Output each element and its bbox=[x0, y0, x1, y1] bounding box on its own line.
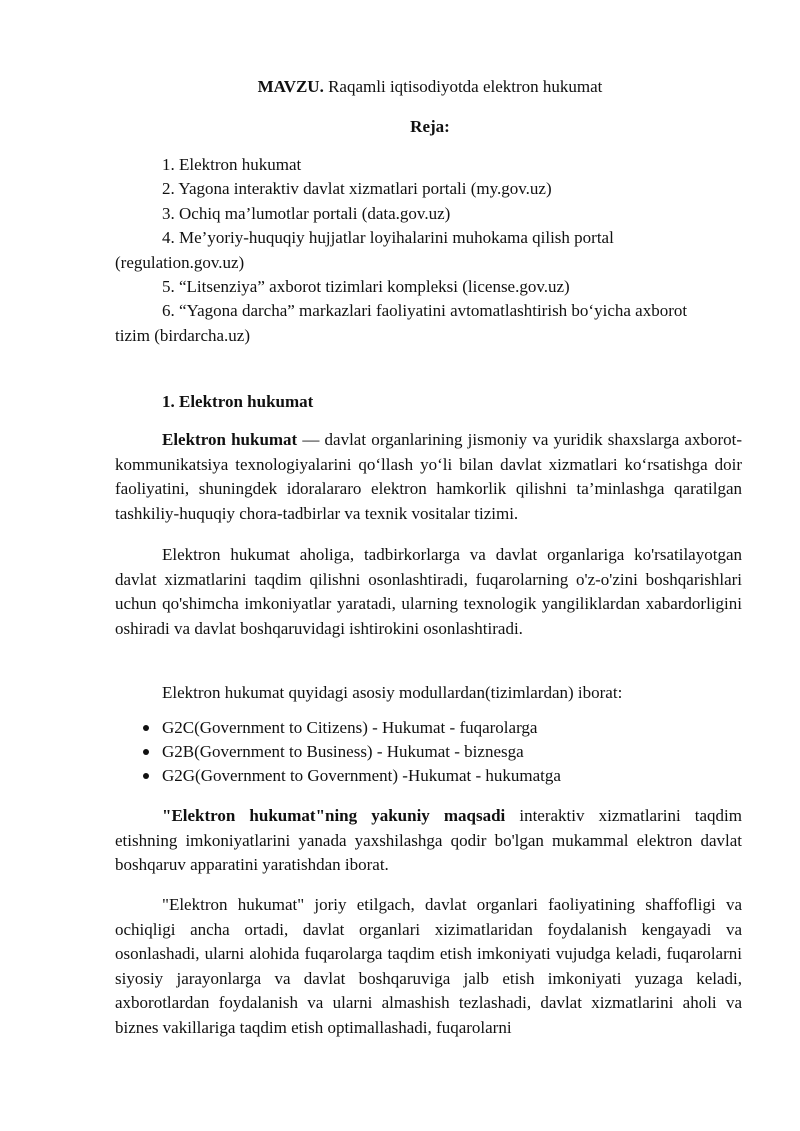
bullet-icon bbox=[143, 749, 149, 755]
bullet-icon bbox=[143, 773, 149, 779]
module-text: G2G(Government to Government) -Hukumat - hukumatga bbox=[162, 766, 561, 786]
goal-paragraph bbox=[115, 804, 742, 878]
plan-heading: Reja: bbox=[410, 117, 450, 136]
module-text: G2B(Government to Business) - Hukumat - biznesga bbox=[162, 742, 524, 762]
module-text: G2C(Government to Citizens) - Hukumat - fuqarolarga bbox=[162, 718, 538, 737]
definition-term: Elektron hukumat bbox=[162, 430, 298, 449]
plan-item: 4. Me’yoriy-huquqiy hujjatlar loyihalarini muhokama qilish portal (regulation.gov.uz) bbox=[115, 228, 614, 272]
list-item bbox=[115, 764, 742, 788]
definition-paragraph bbox=[115, 428, 742, 526]
section-heading: 1. Elektron hukumat bbox=[162, 392, 314, 411]
plan-list bbox=[115, 153, 745, 348]
plan-item: 5. “Litsenziya” axborot tizimlari kompleksi (license.gov.uz) bbox=[162, 277, 570, 297]
modules-list bbox=[115, 716, 742, 789]
list-item bbox=[115, 740, 742, 764]
goal-text: interaktiv xizmatlarini taqdim etishning imkoniyatlarini yanada yaxshilashga qodir bo'lgan mukammal elektron davlat boshqaruv apparatini yaratishdan iborat. bbox=[115, 806, 742, 875]
modules-intro: Elektron hukumat quyidagi asosiy modullardan(tizimlardan) iborat: bbox=[162, 683, 623, 702]
goal-term: "Elektron hukumat"ning yakuniy maqsadi bbox=[162, 806, 506, 825]
list-item bbox=[115, 716, 742, 740]
plan-item: 2. Yagona interaktiv davlat xizmatlari portali (my.gov.uz) bbox=[162, 179, 552, 199]
plan-item: 1. Elektron hukumat bbox=[162, 155, 302, 174]
plan-item: 3. Ochiq ma’lumotlar portali (data.gov.uz) bbox=[162, 203, 451, 223]
page-title bbox=[0, 77, 800, 97]
bullet-icon bbox=[143, 725, 149, 731]
plan-item: 6. “Yagona darcha” markazlari faoliyatini avtomatlashtirish bo‘yicha axborot tizim (birdarcha.uz) bbox=[115, 301, 688, 345]
definition-text: — davlat organlarining jismoniy va yuridik shaxslarga axborot-kommunikatsiya texnologiyalarini qo‘llash yo‘li bilan davlat xizmatlari ko‘rsatishga doir faoliyatini, shuningdek idoralararo elektron hamkorlik qilishni ta’minlashga qaratilgan tashkiliy-huquqiy chora-tadbirlar va texnik vositalar tizimi. bbox=[115, 430, 742, 523]
implementation-paragraph: "Elektron hukumat" joriy etilgach, davlat organlari faoliyatining shaffofligi va ochiqligi ancha ortadi, davlat organlari xizimatlaridan foydalanish kengayadi va osonlashadi, ularni alohida fuqarolarga taqdim etish imkoniyati vujudga keladi, fuqarolarni siyosiy jarayonlarga va davlat boshqaruviga jalb etish imkoniyati yuzaga keladi, axborotlardan foydalanish va ularni almashish tezlashadi, davlat xizmatlarini aholi va biznes vakillariga taqdim etish optimallashadi, fuqarolarni bbox=[115, 895, 742, 1037]
title-label: MAVZU. bbox=[257, 77, 324, 96]
title-text: Raqamli iqtisodiyotda elektron hukumat bbox=[323, 77, 603, 96]
benefits-paragraph: Elektron hukumat aholiga, tadbirkorlarga va davlat organlariga ko'rsatilayotgan davlat xizmatlarini taqdim qilishni osonlashtiradi, fuqarolarning o'z-o'zini boshqarishlari uchun qo'shimcha imkoniyatlar yaratadi, ularning texnologik yangiliklardan xabardorligini oshiradi va davlat boshqaruvidagi ishtirokini osonlashtiradi. bbox=[115, 545, 742, 638]
